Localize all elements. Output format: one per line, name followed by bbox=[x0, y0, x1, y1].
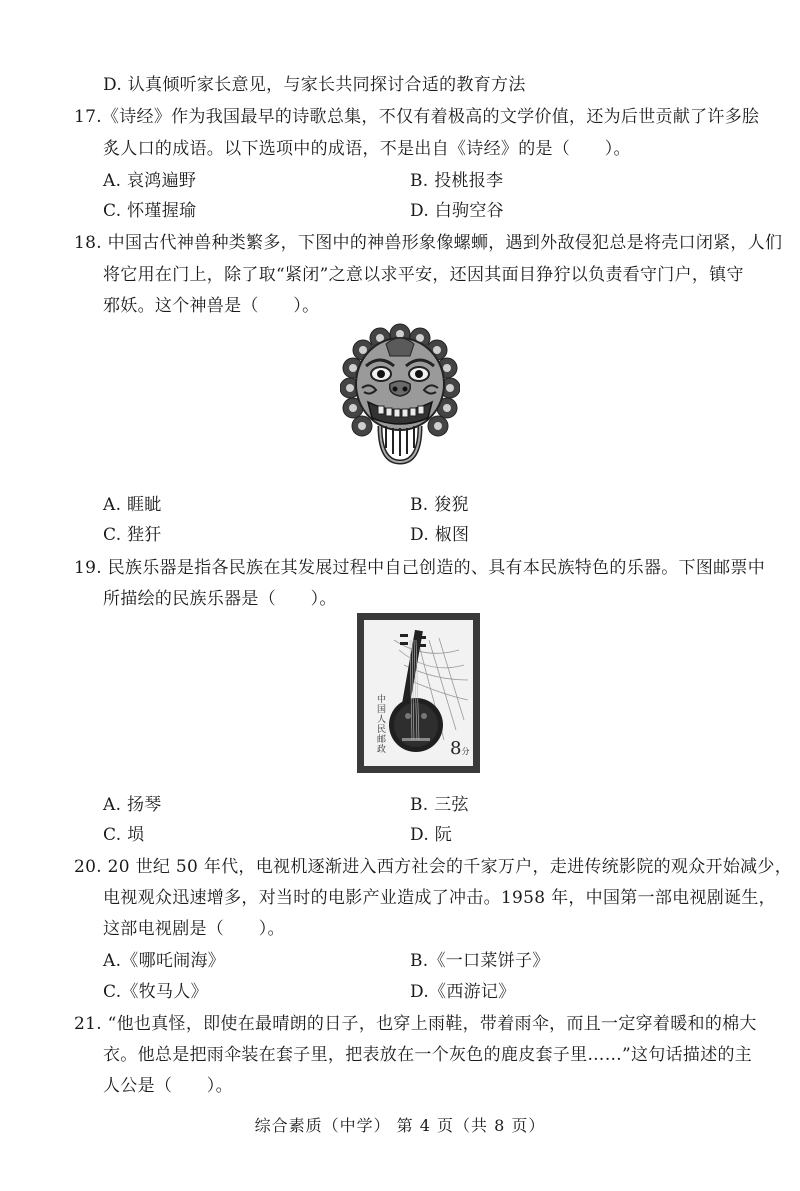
q20-stem-line2: 电视观众迅速增多，对当时的电影产业造成了冲击。1958 年，中国第一部电视剧诞生， bbox=[103, 888, 776, 908]
q18-option-c: C. 狴犴 bbox=[103, 525, 162, 545]
q20-stem-line3: 这部电视剧是（ ）。 bbox=[103, 919, 285, 939]
q17-option-d: D. 白驹空谷 bbox=[410, 201, 504, 221]
q18-stem-line2: 将它用在门上，除了取“紧闭”之意以求平安，还因其面目狰狞以负责看守门户，镇守 bbox=[103, 265, 744, 285]
q19-option-d: D. 阮 bbox=[410, 825, 453, 845]
q21-stem-line3: 人公是（ ）。 bbox=[103, 1076, 233, 1096]
stamp-country-text: 中国人民邮政 bbox=[375, 694, 385, 754]
stamp-denomination-unit: 分 bbox=[461, 747, 470, 756]
stamp-face bbox=[364, 620, 473, 766]
q16-option-d: D. 认真倾听家长意见，与家长共同探讨合适的教育方法 bbox=[103, 75, 526, 95]
q19-stem-line1: 19. 民族乐器是指各民族在其发展过程中自己创造的、具有本民族特色的乐器。下图邮票中 bbox=[74, 558, 766, 578]
q17-stem-line1: 17.《诗经》作为我国最早的诗歌总集，不仅有着极高的文学价值，还为后世贡献了许多脍 bbox=[74, 107, 760, 127]
q21-stem-line2: 衣。他总是把雨伞装在套子里，把表放在一个灰色的鹿皮套子里……”这句话描述的主 bbox=[103, 1045, 753, 1065]
q19-option-c: C. 埙 bbox=[103, 825, 145, 845]
q20-option-a: A.《哪吒闹海》 bbox=[103, 951, 226, 971]
q18-option-a: A. 睚眦 bbox=[103, 495, 162, 515]
q18-stem-line1: 18. 中国古代神兽种类繁多，下图中的神兽形象像螺蛳，遇到外敌侵犯总是将壳口闭紧，人们 bbox=[74, 233, 783, 253]
q20-option-b: B.《一口菜饼子》 bbox=[410, 951, 550, 971]
q20-option-c: C.《牧马人》 bbox=[103, 982, 208, 1002]
q17-option-b: B. 投桃报李 bbox=[410, 171, 504, 191]
postage-stamp bbox=[357, 613, 480, 773]
q21-stem-line1: 21. “他也真怪，即使在最晴朗的日子，也穿上雨鞋，带着雨伞，而且一定穿着暖和的棉大 bbox=[74, 1014, 757, 1034]
q17-stem-line2: 炙人口的成语。以下选项中的成语，不是出自《诗经》的是（ ）。 bbox=[103, 139, 631, 159]
q17-option-a: A. 哀鸿遍野 bbox=[103, 171, 197, 191]
q17-option-c: C. 怀瑾握瑜 bbox=[103, 201, 197, 221]
q20-stem-line1: 20. 20 世纪 50 年代，电视机逐渐进入西方社会的千家万户，走进传统影院的观众开始减少， bbox=[74, 857, 793, 877]
q20-option-d: D.《西游记》 bbox=[410, 982, 516, 1002]
q19-option-b: B. 三弦 bbox=[410, 795, 469, 815]
door-knocker-beast-icon bbox=[340, 322, 460, 468]
q18-option-b: B. 狻猊 bbox=[410, 495, 469, 515]
q19-stem-line2: 所描绘的民族乐器是（ ）。 bbox=[103, 589, 337, 609]
q19-option-a: A. 扬琴 bbox=[103, 795, 162, 815]
stamp-denomination bbox=[450, 738, 469, 759]
page-footer: 综合素质（中学） 第 4 页（共 8 页） bbox=[254, 1116, 546, 1135]
q18-option-d: D. 椒图 bbox=[410, 525, 470, 545]
stamp-denomination-value: 8 bbox=[450, 738, 462, 759]
q18-stem-line3: 邪妖。这个神兽是（ ）。 bbox=[103, 296, 320, 316]
